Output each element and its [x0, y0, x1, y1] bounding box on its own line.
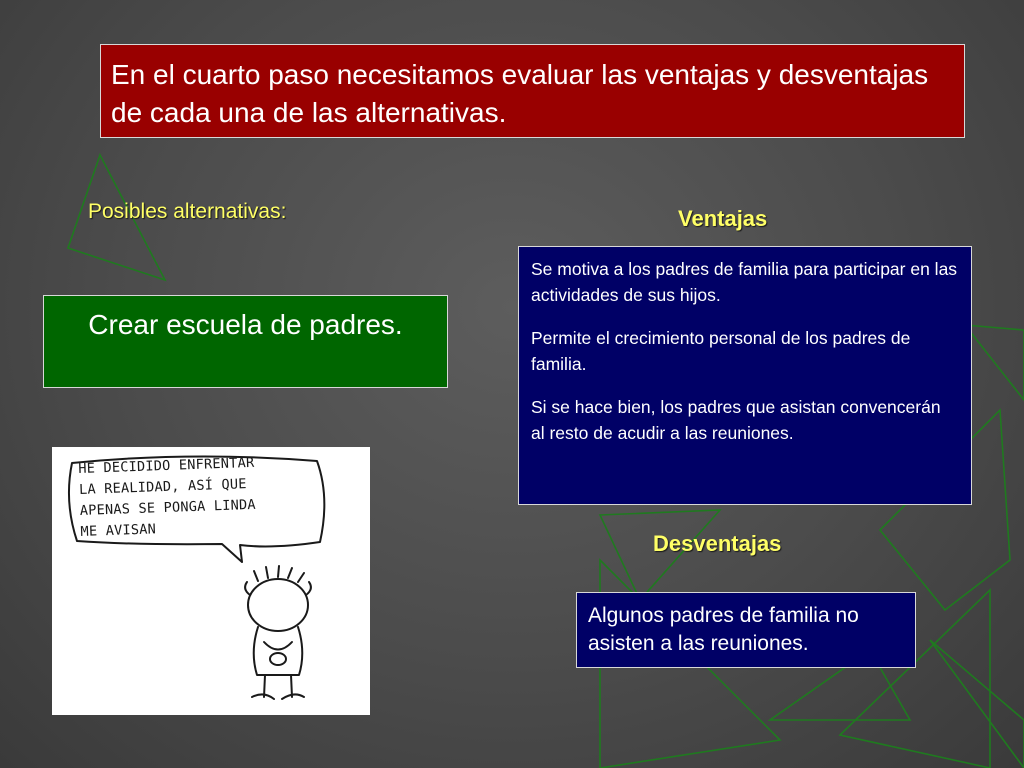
cartoon-image: [52, 447, 370, 715]
speech-bubble-text: [78, 451, 321, 543]
slide-title: En el cuarto paso necesitamos evaluar las ventajas y desventajas de cada una de las alternativas.: [111, 59, 929, 128]
ventajas-box: [518, 246, 972, 505]
ventajas-heading: Ventajas: [678, 206, 768, 231]
character-head: [248, 579, 308, 631]
deco-triangle: [965, 325, 1024, 400]
alternatives-label: Posibles alternativas:: [88, 200, 287, 223]
speech-line: HE DECIDIDO ENFRENTAR: [78, 454, 255, 477]
speech-line: ME AVISAN: [80, 521, 157, 540]
speech-line: LA REALIDAD, ASÍ QUE: [78, 476, 247, 498]
ventaja-item: Si se hace bien, los padres que asistan convencerán al resto de acudir a las reuniones.: [531, 397, 941, 443]
desventajas-heading: Desventajas: [653, 531, 782, 556]
alternative-text: Crear escuela de padres.: [88, 309, 403, 340]
deco-triangle: [930, 640, 1024, 768]
ventaja-item: Permite el crecimiento personal de los padres de familia.: [531, 328, 911, 374]
title-box: [100, 44, 965, 138]
speech-line: APENAS SE PONGA LINDA: [79, 496, 257, 519]
alternative-box: [43, 295, 448, 388]
desventajas-box: [576, 592, 916, 668]
character-torso: [254, 627, 303, 675]
character-legs: [264, 675, 292, 697]
desventaja-item: Algunos padres de familia no asisten a las reuniones.: [588, 604, 859, 655]
ventaja-item: Se motiva a los padres de familia para participar en las actividades de sus hijos.: [531, 259, 958, 305]
